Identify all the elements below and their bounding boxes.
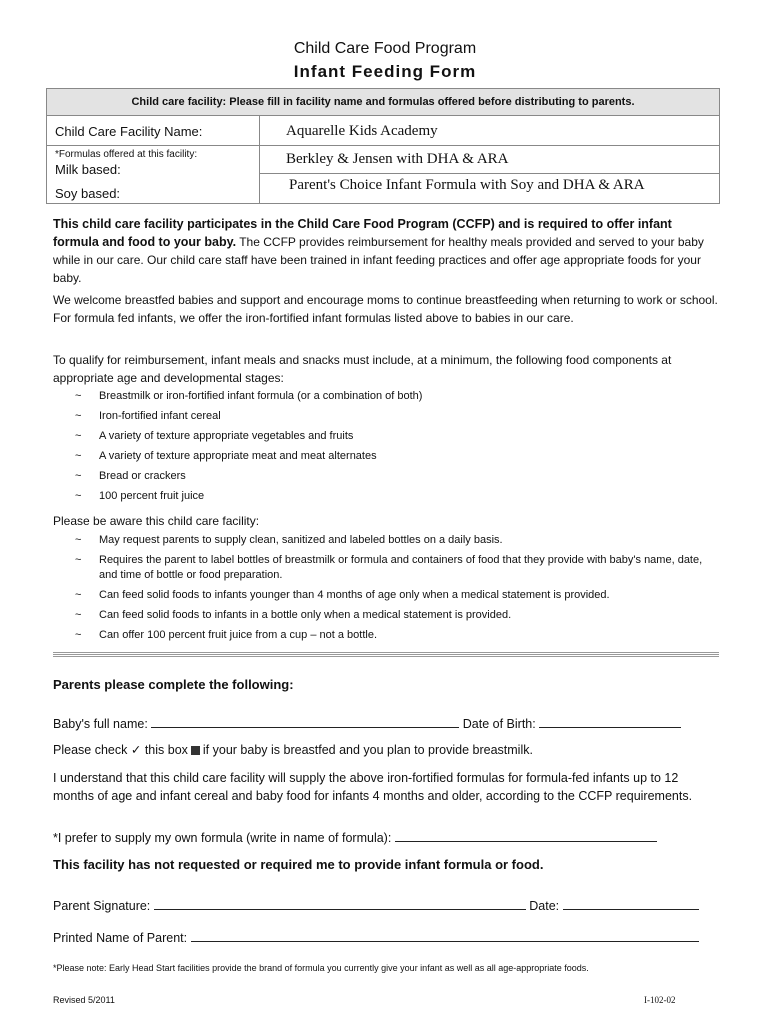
list-item: ~ 100 percent fruit juice bbox=[75, 490, 205, 502]
milk-based-label: Milk based: bbox=[55, 162, 121, 177]
checkmark-icon: ✓ bbox=[130, 743, 142, 757]
soy-based-value[interactable]: Parent's Choice Infant Formula with Soy and DHA & ARA bbox=[289, 177, 645, 193]
table-border-right bbox=[719, 116, 720, 204]
aware-list bbox=[75, 533, 715, 648]
bullet-tilde-icon: ~ bbox=[75, 390, 82, 402]
dob-field[interactable] bbox=[539, 715, 681, 728]
list-item: ~ Iron-fortified infant cereal bbox=[75, 410, 221, 422]
bullet-tilde-icon: ~ bbox=[75, 470, 82, 482]
qualify-paragraph: To qualify for reimbursement, infant meals and snacks must include, at a minimum, the following food components at appropriate age and developmental stages: bbox=[53, 353, 672, 385]
baby-name-field[interactable] bbox=[151, 715, 459, 728]
list-item: ~ A variety of texture appropriate meat and meat alternates bbox=[75, 450, 377, 462]
bullet-tilde-icon: ~ bbox=[75, 450, 82, 462]
list-item: ~ A variety of texture appropriate vegetables and fruits bbox=[75, 430, 354, 442]
milk-based-value[interactable]: Berkley & Jensen with DHA & ARA bbox=[286, 151, 509, 167]
parents-heading: Parents please complete the following: bbox=[53, 677, 294, 692]
date-label: Date: bbox=[529, 899, 560, 913]
printed-name-field[interactable] bbox=[191, 929, 699, 942]
check-mid-text: this box bbox=[144, 743, 188, 757]
breastfeed-check-row bbox=[53, 742, 723, 757]
facility-name-label: Child Care Facility Name: bbox=[55, 124, 203, 139]
bullet-tilde-icon: ~ bbox=[75, 629, 82, 641]
form-number: I-102-02 bbox=[644, 995, 676, 1005]
signature-row bbox=[53, 897, 723, 913]
bullet-tilde-icon: ~ bbox=[75, 554, 82, 566]
table-row-divider bbox=[259, 173, 720, 174]
bullet-tilde-icon: ~ bbox=[75, 609, 82, 621]
table-border-left bbox=[46, 116, 47, 204]
bullet-tilde-icon: ~ bbox=[75, 534, 82, 546]
own-formula-row bbox=[53, 829, 723, 845]
bullet-tilde-icon: ~ bbox=[75, 410, 82, 422]
food-components-list bbox=[75, 389, 715, 509]
check-pre-text: Please check bbox=[53, 743, 128, 757]
list-item: ~ Requires the parent to label bottles of breastmilk or formula and containers of food that they provide with baby's name, date, and time of bottle or food preparation. bbox=[75, 554, 703, 581]
table-bottom-border bbox=[46, 203, 720, 204]
printed-name-label: Printed Name of Parent: bbox=[53, 931, 188, 945]
list-item: ~ Breastmilk or iron-fortified infant formula (or a combination of both) bbox=[75, 390, 423, 402]
not-required-statement: This facility has not requested or required me to provide infant formula or food. bbox=[53, 857, 544, 872]
baby-name-label: Baby's full name: bbox=[53, 717, 148, 731]
dob-label: Date of Birth: bbox=[462, 717, 536, 731]
date-field[interactable] bbox=[563, 897, 699, 910]
list-item: ~ Can offer 100 percent fruit juice from a cup – not a bottle. bbox=[75, 629, 378, 641]
breastfeed-paragraph: We welcome breastfed babies and support and encourage moms to continue breastfeeding when returning to work or school. For formula fed infants, we offer the iron-fortified infant formulas listed above to babies in our care. bbox=[53, 293, 718, 325]
own-formula-field[interactable] bbox=[395, 829, 657, 842]
bullet-tilde-icon: ~ bbox=[75, 490, 82, 502]
soy-based-label: Soy based: bbox=[55, 186, 121, 201]
list-item: ~ May request parents to supply clean, sanitized and labeled bottles on a daily basis. bbox=[75, 534, 503, 546]
understand-paragraph: I understand that this child care facility will supply the above iron-fortified formulas for formula-fed infants up to 12 months of age and infant cereal and baby food for infants 4 months and older, according to the CCFP requirements. bbox=[53, 771, 693, 803]
facility-instruction: Child care facility: Please fill in facility name and formulas offered before distributing to parents. bbox=[131, 96, 635, 108]
list-item: ~ Bread or crackers bbox=[75, 470, 186, 482]
footer-note: *Please note: Early Head Start facilities provide the brand of formula you currently give your infant as well as all age-appropriate foods. bbox=[53, 963, 589, 973]
formulas-label: *Formulas offered at this facility: bbox=[55, 149, 198, 160]
table-column-divider bbox=[259, 116, 260, 204]
facility-name-value[interactable]: Aquarelle Kids Academy bbox=[286, 123, 438, 139]
own-formula-label: *I prefer to supply my own formula (write in name of formula): bbox=[53, 831, 392, 845]
facility-instruction-bar bbox=[46, 88, 720, 116]
ccfp-intro-bold: This child care facility participates in the Child Care Food Program (CCFP) and is required to offer infant formula and food to your baby. bbox=[53, 217, 672, 249]
signature-field[interactable] bbox=[154, 897, 526, 910]
breastfeed-checkbox[interactable] bbox=[191, 746, 200, 755]
section-divider bbox=[53, 652, 719, 658]
form-title: Infant Feeding Form bbox=[293, 62, 477, 81]
check-post-text: if your baby is breastfed and you plan to provide breastmilk. bbox=[202, 743, 533, 757]
printed-name-row bbox=[53, 929, 723, 945]
ccfp-intro-rest: The CCFP provides reimbursement for healthy meals provided and served to your baby while in our care. Our child care staff have been trained in infant feeding practices and offer age appropriate foods for your baby. bbox=[53, 235, 704, 285]
bullet-tilde-icon: ~ bbox=[75, 589, 82, 601]
program-title: Child Care Food Program bbox=[293, 40, 477, 57]
bullet-tilde-icon: ~ bbox=[75, 430, 82, 442]
signature-label: Parent Signature: bbox=[53, 899, 151, 913]
table-row-divider bbox=[46, 145, 720, 146]
baby-name-row bbox=[53, 715, 723, 731]
list-item: ~ Can feed solid foods to infants in a bottle only when a medical statement is provided. bbox=[75, 609, 512, 621]
revised-date: Revised 5/2011 bbox=[53, 995, 115, 1005]
list-item: ~ Can feed solid foods to infants younger than 4 months of age only when a medical statement is provided. bbox=[75, 589, 610, 601]
ccfp-intro-paragraph bbox=[53, 215, 719, 287]
aware-heading: Please be aware this child care facility: bbox=[53, 514, 260, 528]
